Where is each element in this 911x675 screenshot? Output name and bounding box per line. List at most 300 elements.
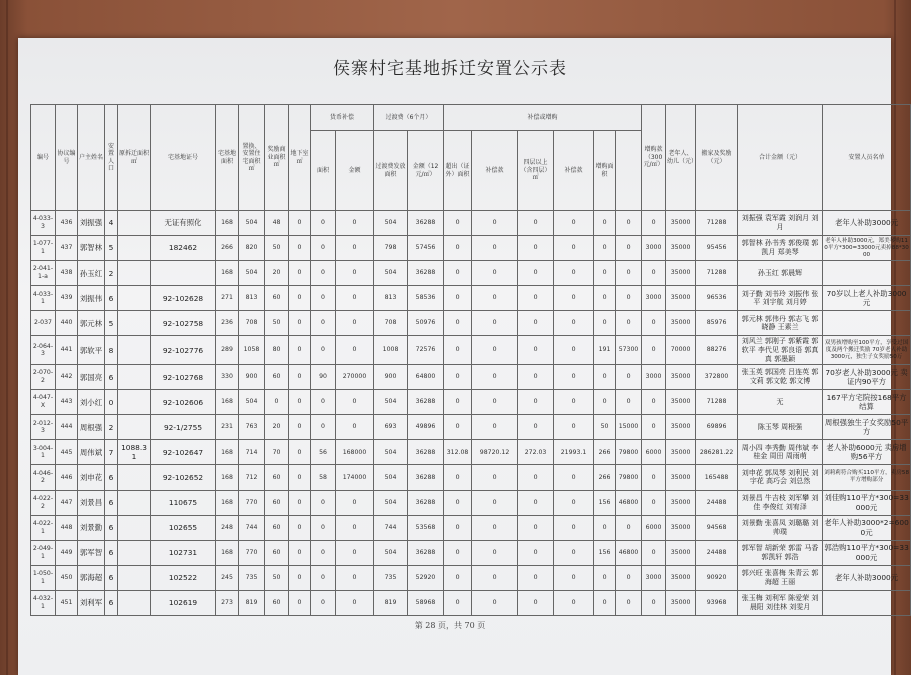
cell-orig — [118, 590, 151, 615]
cell-base: 266 — [216, 236, 239, 261]
cell-eld: 0 — [642, 311, 666, 336]
cell-ba: 156 — [594, 490, 616, 515]
cell-ag: 436 — [56, 211, 78, 236]
cell-no: 3-004-1 — [31, 440, 56, 465]
cell-fm: 0 — [554, 590, 594, 615]
cell-swap: 770 — [239, 540, 265, 565]
cell-bm: 0 — [616, 261, 642, 286]
cell-eld: 0 — [642, 415, 666, 440]
table-row — [31, 261, 911, 286]
cell-tm: 50976 — [408, 311, 444, 336]
cell-eld: 3000 — [642, 286, 666, 311]
th-transition: 过渡费（6个月） — [374, 105, 444, 131]
cell-cert: 92-1/2755 — [151, 415, 216, 440]
cell-ca: 0 — [311, 286, 336, 311]
cell-swap: 504 — [239, 211, 265, 236]
cell-mov: 35000 — [666, 390, 696, 415]
cell-base: 271 — [216, 286, 239, 311]
cell-tm: 72576 — [408, 336, 444, 365]
cell-cert: 102655 — [151, 515, 216, 540]
cell-fm: 0 — [554, 365, 594, 390]
cell-bm: 0 — [616, 515, 642, 540]
table-row — [31, 390, 911, 415]
cell-eld: 0 — [642, 540, 666, 565]
th-persons: 安置人口 — [105, 105, 118, 211]
cell-tot: 90920 — [696, 565, 738, 590]
cell-res: 陈玉琴 周根强 — [738, 415, 823, 440]
cell-rem: 老年人补助3000元 — [823, 565, 911, 590]
cell-tm: 58536 — [408, 286, 444, 311]
th-basement: 地下室㎡ — [289, 105, 311, 211]
cell-fm: 21993.1 — [554, 440, 594, 465]
cell-cm: 270000 — [336, 365, 374, 390]
cell-reward: 0 — [265, 390, 289, 415]
cell-ta: 708 — [374, 311, 408, 336]
cell-no: 4-022-1 — [31, 515, 56, 540]
cell-bsm: 0 — [289, 365, 311, 390]
cell-bm: 0 — [616, 365, 642, 390]
cell-ta: 504 — [374, 540, 408, 565]
cell-bsm: 0 — [289, 515, 311, 540]
cell-rem: 刘莉莉符合购买110平方，卖房58平方增购部分 — [823, 465, 911, 490]
table-row — [31, 286, 911, 311]
cell-ca: 0 — [311, 515, 336, 540]
cell-ca: 0 — [311, 236, 336, 261]
cell-fm: 0 — [554, 415, 594, 440]
cell-fa: 0 — [518, 390, 554, 415]
cell-fm: 0 — [554, 211, 594, 236]
cell-ca: 0 — [311, 415, 336, 440]
cell-ta: 504 — [374, 440, 408, 465]
cell-reward: 60 — [265, 465, 289, 490]
cell-cm: 0 — [336, 540, 374, 565]
cell-mov: 35000 — [666, 565, 696, 590]
cell-head: 孙玉红 — [78, 261, 105, 286]
cell-p: 5 — [105, 311, 118, 336]
cell-no: 1-077-1 — [31, 236, 56, 261]
cell-no: 2-049-1 — [31, 540, 56, 565]
cell-mov: 35000 — [666, 311, 696, 336]
cell-res: 刘景昌 牛吉枝 刘军攀 刘佳 李俊红 刘宥泽 — [738, 490, 823, 515]
cell-tm: 36288 — [408, 440, 444, 465]
cell-bsm: 0 — [289, 465, 311, 490]
cell-ba: 0 — [594, 261, 616, 286]
cell-swap: 504 — [239, 261, 265, 286]
th-compensation: 补偿或增购 — [444, 105, 642, 131]
cell-om: 0 — [472, 336, 518, 365]
cell-orig — [118, 415, 151, 440]
cell-reward: 70 — [265, 440, 289, 465]
cell-no: 4-032-1 — [31, 590, 56, 615]
cell-rem: 老年人补助3000*2=6000元 — [823, 515, 911, 540]
cell-base: 236 — [216, 311, 239, 336]
cell-ba: 0 — [594, 515, 616, 540]
cell-cm: 168000 — [336, 440, 374, 465]
cell-eld: 0 — [642, 211, 666, 236]
cell-mov: 35000 — [666, 286, 696, 311]
cell-fm: 0 — [554, 390, 594, 415]
cell-fa: 272.03 — [518, 440, 554, 465]
cell-ca: 0 — [311, 490, 336, 515]
cell-res: 刘景勤 张喜凤 刘璐璐 刘帅璞 — [738, 515, 823, 540]
cell-mov: 35000 — [666, 365, 696, 390]
cell-no: 2-064-3 — [31, 336, 56, 365]
table-row — [31, 336, 911, 365]
cell-tot: 93968 — [696, 590, 738, 615]
cell-ca: 0 — [311, 390, 336, 415]
cell-bm: 0 — [616, 565, 642, 590]
table-row — [31, 565, 911, 590]
cell-p: 2 — [105, 261, 118, 286]
cell-fa: 0 — [518, 336, 554, 365]
cell-cm: 0 — [336, 490, 374, 515]
cell-tm: 49896 — [408, 415, 444, 440]
cell-p: 6 — [105, 590, 118, 615]
cell-mov: 35000 — [666, 211, 696, 236]
th-transition-amount: 金额（12元/㎡） — [408, 131, 444, 211]
cell-fm: 0 — [554, 311, 594, 336]
cell-ba: 50 — [594, 415, 616, 440]
cell-rem: 老人补助6000元 卖房增购56平方 — [823, 440, 911, 465]
cell-p: 7 — [105, 440, 118, 465]
cell-ta: 504 — [374, 390, 408, 415]
cell-eld: 6000 — [642, 440, 666, 465]
cell-oa: 0 — [444, 390, 472, 415]
cell-oa: 0 — [444, 336, 472, 365]
th-comp-money: 补偿款 — [472, 131, 518, 211]
cell-mov: 35000 — [666, 465, 696, 490]
cell-res: 刘申花 郭凤琴 刘利民 刘宇花 高巧会 刘总然 — [738, 465, 823, 490]
cell-head: 周根强 — [78, 415, 105, 440]
cell-p: 6 — [105, 465, 118, 490]
cell-cert: 92-102776 — [151, 336, 216, 365]
cell-swap: 813 — [239, 286, 265, 311]
th-currency: 货币补偿 — [311, 105, 374, 131]
cell-cm: 0 — [336, 590, 374, 615]
cell-ag: 447 — [56, 490, 78, 515]
cell-ta: 813 — [374, 286, 408, 311]
table-row — [31, 540, 911, 565]
cell-om: 0 — [472, 286, 518, 311]
cell-mov: 35000 — [666, 540, 696, 565]
cell-cert: 92-102647 — [151, 440, 216, 465]
cell-no: 2-041-1-a — [31, 261, 56, 286]
cell-head: 郭智林 — [78, 236, 105, 261]
cell-head: 刘利军 — [78, 590, 105, 615]
cell-head: 刘小红 — [78, 390, 105, 415]
cell-res: 郭元林 郭伟丹 郭志飞 郭晓静 王素兰 — [738, 311, 823, 336]
cell-tot: 372800 — [696, 365, 738, 390]
cell-p: 8 — [105, 336, 118, 365]
cell-oa: 0 — [444, 515, 472, 540]
table-row — [31, 365, 911, 390]
cell-no: 2-012-3 — [31, 415, 56, 440]
cell-cm: 0 — [336, 515, 374, 540]
cell-base: 168 — [216, 261, 239, 286]
cell-mov: 35000 — [666, 236, 696, 261]
cell-om: 0 — [472, 415, 518, 440]
cell-swap: 763 — [239, 415, 265, 440]
cell-swap: 1058 — [239, 336, 265, 365]
cell-res: 孙玉红 郭晨辉 — [738, 261, 823, 286]
cell-tm: 36288 — [408, 490, 444, 515]
cell-tm: 57456 — [408, 236, 444, 261]
cell-head: 郭软平 — [78, 336, 105, 365]
cell-mov: 35000 — [666, 515, 696, 540]
cell-fa: 0 — [518, 236, 554, 261]
cell-eld: 0 — [642, 261, 666, 286]
cell-p: 0 — [105, 390, 118, 415]
cell-bm: 57300 — [616, 336, 642, 365]
cell-rem: 70岁以上老人补助3000元 — [823, 286, 911, 311]
cell-fm: 0 — [554, 465, 594, 490]
cell-reward: 48 — [265, 211, 289, 236]
cell-fa: 0 — [518, 261, 554, 286]
cell-tot: 94568 — [696, 515, 738, 540]
cell-mov: 35000 — [666, 490, 696, 515]
cell-cert: 102522 — [151, 565, 216, 590]
cell-tot: 71288 — [696, 261, 738, 286]
cell-p: 6 — [105, 515, 118, 540]
cell-orig — [118, 286, 151, 311]
cell-ta: 1008 — [374, 336, 408, 365]
cell-tot: 24488 — [696, 490, 738, 515]
cell-no: 4-033-3 — [31, 211, 56, 236]
cell-base: 168 — [216, 540, 239, 565]
cell-ca: 0 — [311, 590, 336, 615]
cell-swap: 504 — [239, 390, 265, 415]
cell-ba: 266 — [594, 440, 616, 465]
cell-cm: 0 — [336, 415, 374, 440]
cell-bsm: 0 — [289, 336, 311, 365]
cell-reward: 60 — [265, 286, 289, 311]
cell-fm: 0 — [554, 540, 594, 565]
cell-ca: 0 — [311, 336, 336, 365]
cell-tm: 53568 — [408, 515, 444, 540]
cell-bsm: 0 — [289, 490, 311, 515]
cell-mov: 35000 — [666, 590, 696, 615]
cell-tm: 64800 — [408, 365, 444, 390]
cell-fa: 0 — [518, 540, 554, 565]
cell-res: 张玉梅 刘利军 陈爱荣 刘晨阳 刘佳林 刘雯月 — [738, 590, 823, 615]
cell-base: 168 — [216, 211, 239, 236]
cell-head: 刘景勤 — [78, 515, 105, 540]
cell-om: 0 — [472, 590, 518, 615]
cell-om: 0 — [472, 565, 518, 590]
cell-tm: 36288 — [408, 211, 444, 236]
table-row — [31, 490, 911, 515]
cell-ba: 0 — [594, 565, 616, 590]
cell-ba: 156 — [594, 540, 616, 565]
cell-reward: 60 — [265, 540, 289, 565]
cell-reward: 80 — [265, 336, 289, 365]
cell-no: 4-047-X — [31, 390, 56, 415]
table-row — [31, 590, 911, 615]
cell-bsm: 0 — [289, 540, 311, 565]
cell-rem — [823, 590, 911, 615]
cell-base: 168 — [216, 490, 239, 515]
cell-ag: 446 — [56, 465, 78, 490]
cell-no: 4-022-2 — [31, 490, 56, 515]
cell-cm: 0 — [336, 311, 374, 336]
cell-ca: 0 — [311, 211, 336, 236]
cell-cert: 92-102758 — [151, 311, 216, 336]
cell-oa: 0 — [444, 365, 472, 390]
cell-bm: 79800 — [616, 465, 642, 490]
cell-tm: 36288 — [408, 261, 444, 286]
cell-orig — [118, 540, 151, 565]
cell-ta: 798 — [374, 236, 408, 261]
cell-res: 周小四 李秀勤 周伟斌 李桂金 周田 周雨萌 — [738, 440, 823, 465]
cell-bsm: 0 — [289, 390, 311, 415]
cell-swap: 820 — [239, 236, 265, 261]
cell-no: 2-070-2 — [31, 365, 56, 390]
th-buy-area: 增购面积 — [594, 131, 616, 211]
cell-ag: 444 — [56, 415, 78, 440]
cell-bm: 0 — [616, 236, 642, 261]
cell-ta: 504 — [374, 211, 408, 236]
cell-om: 0 — [472, 515, 518, 540]
table-row — [31, 440, 911, 465]
cell-rem — [823, 261, 911, 286]
cell-cert — [151, 261, 216, 286]
cell-bm: 46800 — [616, 490, 642, 515]
cell-om: 0 — [472, 490, 518, 515]
cell-orig: 1088.31 — [118, 440, 151, 465]
cell-swap: 708 — [239, 311, 265, 336]
cell-mov: 70000 — [666, 336, 696, 365]
cell-tot: 85976 — [696, 311, 738, 336]
cell-base: 168 — [216, 390, 239, 415]
cell-fa: 0 — [518, 365, 554, 390]
cell-p: 5 — [105, 236, 118, 261]
cell-om: 0 — [472, 311, 518, 336]
cell-ag: 440 — [56, 311, 78, 336]
cell-ag: 441 — [56, 336, 78, 365]
cell-ag: 450 — [56, 565, 78, 590]
cell-oa: 0 — [444, 465, 472, 490]
cell-base: 231 — [216, 415, 239, 440]
th-currency-area: 面积 — [311, 131, 336, 211]
cell-base: 168 — [216, 465, 239, 490]
cell-cert: 92-102628 — [151, 286, 216, 311]
cell-cm: 0 — [336, 236, 374, 261]
cell-tot: 88276 — [696, 336, 738, 365]
cell-fa: 0 — [518, 311, 554, 336]
cell-cm: 0 — [336, 261, 374, 286]
cell-bsm: 0 — [289, 565, 311, 590]
cell-cert: 92-102606 — [151, 390, 216, 415]
cell-bsm: 0 — [289, 590, 311, 615]
cell-eld: 0 — [642, 390, 666, 415]
cell-cert: 110675 — [151, 490, 216, 515]
cell-reward: 60 — [265, 515, 289, 540]
cell-bsm: 0 — [289, 236, 311, 261]
cell-ta: 693 — [374, 415, 408, 440]
th-currency-amount: 金额 — [336, 131, 374, 211]
cell-head: 刘振强 — [78, 211, 105, 236]
cell-orig — [118, 211, 151, 236]
cell-tot: 71288 — [696, 390, 738, 415]
cell-tm: 36288 — [408, 390, 444, 415]
cell-cm: 0 — [336, 565, 374, 590]
cell-no: 4-033-1 — [31, 286, 56, 311]
cell-mov: 35000 — [666, 261, 696, 286]
cell-fa: 0 — [518, 590, 554, 615]
cell-res: 无 — [738, 390, 823, 415]
cell-om: 0 — [472, 465, 518, 490]
cell-oa: 0 — [444, 490, 472, 515]
cell-ba: 0 — [594, 211, 616, 236]
cell-tm: 58968 — [408, 590, 444, 615]
cell-fa: 0 — [518, 490, 554, 515]
cell-fm: 0 — [554, 261, 594, 286]
cell-fa: 0 — [518, 211, 554, 236]
cell-orig — [118, 390, 151, 415]
cell-no: 1-050-1 — [31, 565, 56, 590]
cell-ag: 439 — [56, 286, 78, 311]
cell-orig — [118, 515, 151, 540]
cell-ag: 442 — [56, 365, 78, 390]
th-swap-area: 置换、安置住宅面积㎡ — [239, 105, 265, 211]
cell-ca: 0 — [311, 540, 336, 565]
cell-ca: 58 — [311, 465, 336, 490]
cell-ca: 0 — [311, 261, 336, 286]
cell-bsm: 0 — [289, 311, 311, 336]
cell-orig — [118, 565, 151, 590]
cell-mov: 35000 — [666, 440, 696, 465]
cell-no: 2-037 — [31, 311, 56, 336]
cell-mov: 35000 — [666, 415, 696, 440]
cell-eld: 0 — [642, 465, 666, 490]
cell-orig — [118, 311, 151, 336]
cell-fa: 0 — [518, 465, 554, 490]
cell-ag: 438 — [56, 261, 78, 286]
th-comp-money2: 补偿款 — [554, 131, 594, 211]
cell-rem — [823, 311, 911, 336]
table-row — [31, 465, 911, 490]
cell-oa: 312.08 — [444, 440, 472, 465]
th-cert: 宅基地证号 — [151, 105, 216, 211]
table-row — [31, 211, 911, 236]
cell-ba: 0 — [594, 590, 616, 615]
cell-ca: 0 — [311, 565, 336, 590]
cell-base: 289 — [216, 336, 239, 365]
cell-ag: 437 — [56, 236, 78, 261]
cell-oa: 0 — [444, 311, 472, 336]
cell-bm: 0 — [616, 390, 642, 415]
cell-head: 郭海超 — [78, 565, 105, 590]
table-row — [31, 236, 911, 261]
cell-eld: 0 — [642, 590, 666, 615]
cell-no: 4-046-2 — [31, 465, 56, 490]
cell-ta: 504 — [374, 465, 408, 490]
cell-head: 刘申花 — [78, 465, 105, 490]
cell-om: 0 — [472, 211, 518, 236]
cell-oa: 0 — [444, 236, 472, 261]
th-orig-area: 原拆迁面积㎡ — [118, 105, 151, 211]
page-footer: 第 28 页，共 70 页 — [414, 621, 486, 630]
cell-ca: 0 — [311, 311, 336, 336]
cell-cert: 无证有照化 — [151, 211, 216, 236]
cell-ca: 56 — [311, 440, 336, 465]
cell-orig — [118, 465, 151, 490]
cell-rem: 刘佳购110平方*300=33000元 — [823, 490, 911, 515]
cell-head: 郭国亮 — [78, 365, 105, 390]
cell-orig — [118, 490, 151, 515]
cell-orig — [118, 336, 151, 365]
th-transition-area: 过渡费发放面积 — [374, 131, 408, 211]
